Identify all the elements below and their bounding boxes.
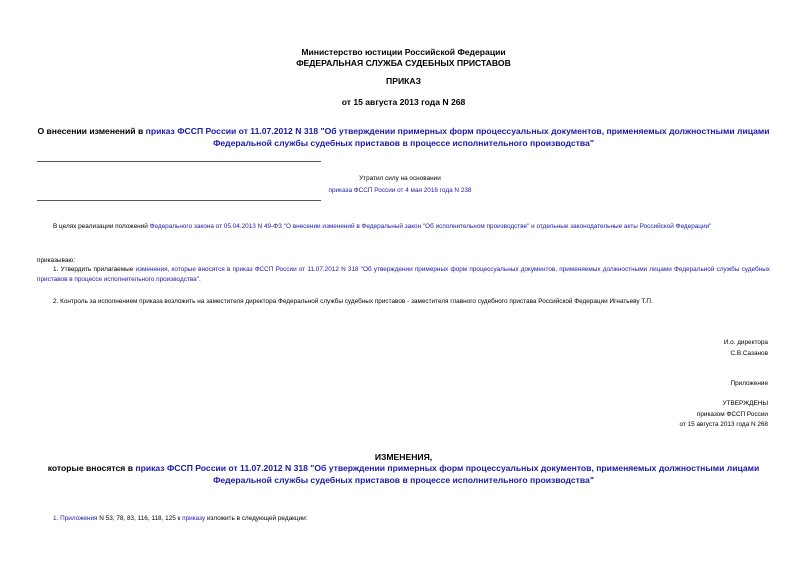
change-item-1 — [37, 514, 770, 524]
document-header — [0, 47, 807, 69]
appendices-link[interactable]: Приложения — [60, 515, 98, 522]
signature-block — [724, 338, 768, 359]
order-title-prefix: О внесении изменений в — [37, 126, 146, 136]
divider-top — [37, 161, 321, 162]
document-type: ПРИКАЗ — [386, 76, 421, 86]
approved-label: УТВЕРЖДЕНЫ — [722, 400, 768, 407]
preamble-prefix: В целях реализации положений — [53, 223, 150, 230]
approved-by-order: приказом ФССП России — [696, 410, 768, 418]
approval-block — [680, 399, 769, 431]
change-item-1-suffix: изложить в следующей редакции: — [205, 515, 308, 522]
item-2: 2. Контроль за исполнением приказа возложить на заместителя директора Федеральной службы судебных приставов - заместителя главного судебного пристава Российской Федерации Игнатьеву Т.П. — [53, 298, 653, 305]
divider-bottom — [37, 200, 321, 201]
signature-position: И.о. директора — [723, 339, 768, 346]
changes-prefix: которые вносятся в — [47, 463, 136, 473]
approved-date-number: от 15 августа 2013 года N 268 — [679, 421, 768, 428]
change-item-1-middle: N 53, 78, 83, 116, 118, 125 к — [97, 515, 183, 522]
order-title — [30, 126, 777, 149]
item-1 — [37, 265, 770, 284]
lost-force-notice — [250, 173, 550, 197]
changes-order-link[interactable]: приказ ФССП России от 11.07.2012 N 318 "Об утверждении примерных форм процессуальных документов, применяемых должностными лицами Федеральной службы судебных приставов в процессе исполнительного производства" — [135, 463, 760, 485]
signature-name: С.В.Сазанов — [730, 349, 768, 357]
item-1-prefix: 1. Утвердить прилагаемые — [53, 266, 136, 273]
lost-force-text: Утратил силу на основании — [359, 175, 441, 182]
change-item-1-num: 1. — [53, 515, 61, 522]
order-word: приказываю: — [37, 257, 75, 264]
lost-force-link[interactable]: приказа ФССП России от 4 мая 2016 года N 238 — [328, 187, 472, 194]
item-1-suffix: . — [198, 275, 201, 283]
appendix-label: Приложение — [730, 380, 768, 387]
changes-subtitle — [30, 463, 777, 486]
service-name: ФЕДЕРАЛЬНАЯ СЛУЖБА СУДЕБНЫХ ПРИСТАВОВ — [296, 58, 511, 68]
order-link[interactable]: приказу — [182, 515, 206, 522]
order-date-number: от 15 августа 2013 года N 268 — [341, 97, 466, 107]
preamble-law-link[interactable]: Федерального закона от 05.04.2013 N 49-ФЗ "О внесении изменений в Федеральный закон "Об исполнительном производстве" и отдельные законодательные акты Российской Федерации" — [149, 223, 712, 230]
changes-title: ИЗМЕНЕНИЯ, — [374, 452, 433, 462]
order-title-link[interactable]: приказ ФССП России от 11.07.2012 N 318 "Об утверждении примерных форм процессуальных документов, применяемых должностными лицами Федеральной службы судебных приставов в процессе исполнительного производства" — [145, 126, 770, 148]
item-1-changes-link[interactable]: изменения, которые вносятся в приказ ФССП России от 11.07.2012 N 318 "Об утверждении примерных форм процессуальных документов, применяемых должностными лицами Федеральной службы судебных приставов в процессе исполнительного производства" — [37, 266, 770, 283]
ministry-name: Министерство юстиции Российской Федерации — [301, 47, 506, 57]
preamble — [37, 222, 770, 232]
